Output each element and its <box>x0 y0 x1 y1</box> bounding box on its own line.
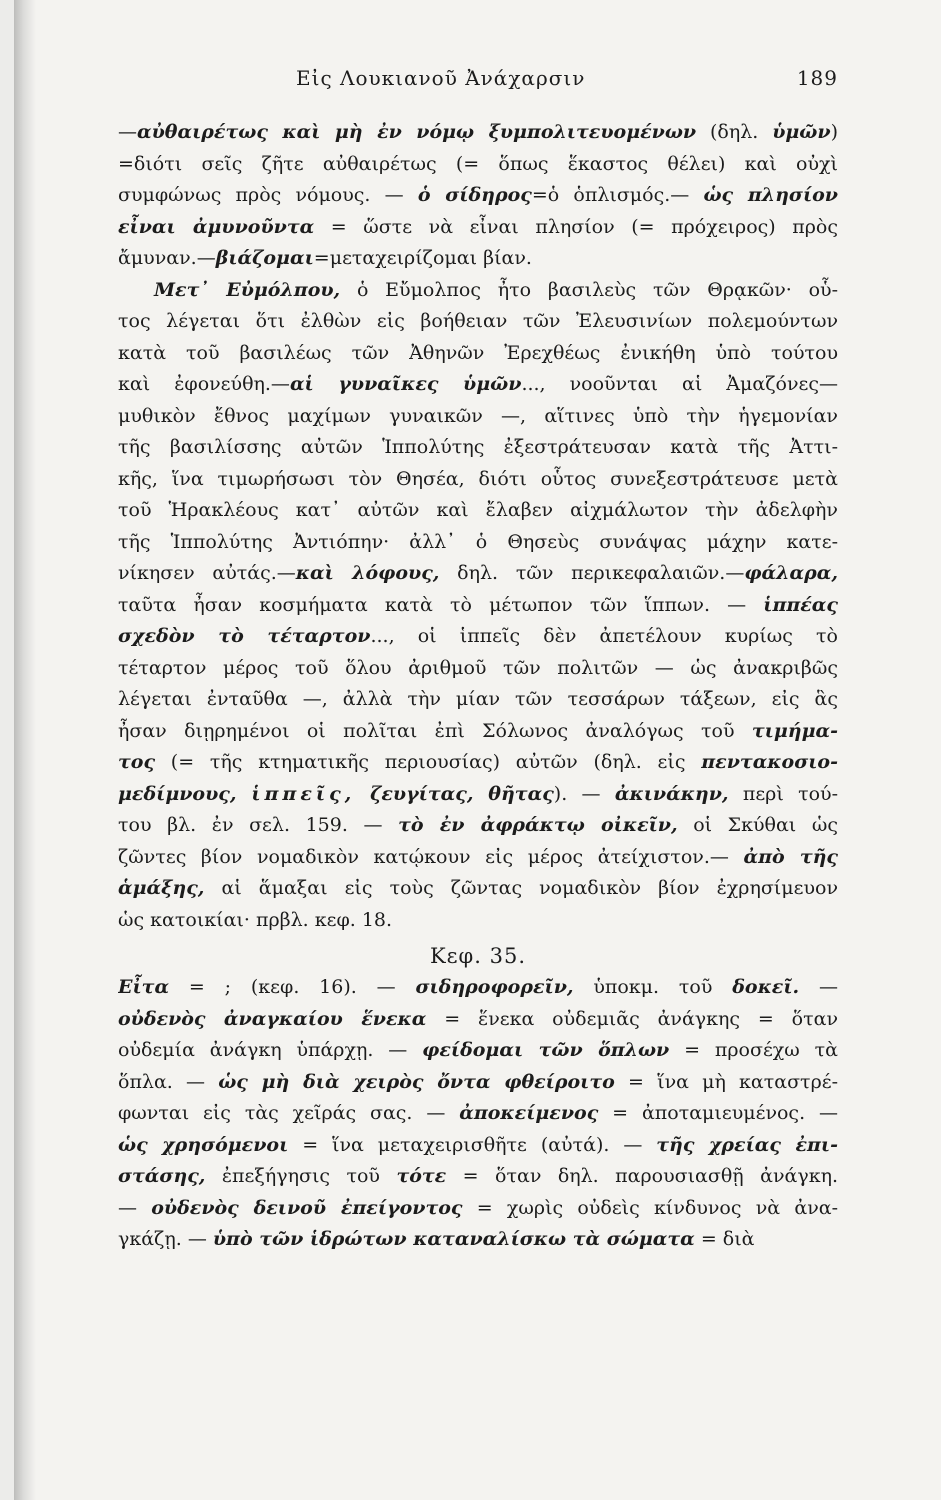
lemma-term: οὐδενὸς ἀναγκαίου ἕνεκα <box>118 1007 427 1030</box>
text-line <box>118 1004 838 1036</box>
lemma-term: Εἶτα <box>118 976 170 998</box>
gloss-text: γκάζῃ. — <box>118 1228 213 1250</box>
gloss-text: ζῶντες βίον νομαδικὸν κατῴκουν εἰς μέρος ἀτείχιστον.— <box>118 845 744 868</box>
text-line <box>118 117 838 149</box>
lemma-term: ὑμῶν <box>772 121 831 143</box>
lemma-term: ζευγίτας, θῆτας <box>355 782 554 805</box>
lemma-term: Μετ᾽ Εὐμόλπου, <box>154 278 341 301</box>
gloss-text: =μεταχειρίζομαι βίαν. <box>313 247 532 269</box>
lemma-term: ὁ σίδηρος <box>417 184 532 206</box>
text-line <box>118 716 838 748</box>
text-line <box>118 495 838 527</box>
gloss-text: ἄμυναν.— <box>118 247 216 269</box>
text-line <box>118 653 838 685</box>
gloss-text: καὶ ἐφονεύθη.— <box>118 373 290 395</box>
text-line <box>118 275 838 307</box>
gloss-text: αἱ ἅμαξαι εἰς τοὺς ζῶντας νομαδικὸν βίον ἐχρησίμευον <box>204 877 838 899</box>
text-line <box>118 621 838 653</box>
gloss-text: — <box>799 976 838 998</box>
text-line <box>118 1224 838 1256</box>
lemma-term: ἀπὸ τῆς <box>743 845 838 868</box>
book-page <box>14 0 941 1500</box>
gloss-text: ταῦτα ἦσαν κοσμήματα κατὰ τὸ μέτωπον τῶν ἵππων. — <box>118 593 764 616</box>
text-line <box>118 779 838 811</box>
gloss-text: = ἵνα μεταχειρισθῆτε (αὐτά). — <box>288 1133 657 1156</box>
gloss-text: φωνται εἰς τὰς χεῖράς σας. — <box>118 1102 460 1124</box>
gloss-text: ..., νοοῦνται αἱ Ἀμαζόνες— <box>521 373 838 395</box>
gloss-text: ὑποκμ. τοῦ <box>573 976 733 998</box>
lemma-term: ἁμάξης, <box>118 877 205 899</box>
lemma-term: πεντακοσιο- <box>701 751 838 773</box>
lemma-term: καὶ λόφους, <box>295 562 440 584</box>
text-line <box>118 1067 838 1099</box>
lemma-term: τος <box>118 751 156 773</box>
gloss-text: = χωρὶς οὐδεὶς κίνδυνος νὰ ἀνα- <box>462 1196 838 1219</box>
commentary-text <box>118 117 838 1256</box>
text-line <box>118 432 838 464</box>
lemma-term: ὡς χρησόμενοι <box>118 1133 289 1156</box>
lemma-term: εἶναι ἀμυνοῦντα <box>118 215 315 238</box>
gloss-text: (= τῆς κτηματικῆς περιουσίας) αὐτῶν (δηλ. εἰς <box>155 751 702 773</box>
chapter-heading <box>118 936 838 972</box>
gloss-text: δηλ. τῶν περικεφαλαιῶν.— <box>439 562 745 584</box>
gloss-text: ὡς κατοικίαι· πρβλ. κεφ. 18. <box>118 908 393 931</box>
text-line <box>118 338 838 370</box>
text-line <box>118 590 838 622</box>
gloss-text: οἱ Σκύθαι ὡς <box>677 814 838 836</box>
gloss-text: =διότι σεῖς ζῆτε αὐθαιρέτως (= ὅπως ἕκαστος θέλει) καὶ οὐχὶ <box>118 152 838 175</box>
gloss-text: τῆς βασιλίσσης αὐτῶν Ἱππολύτης ἐξεστράτευσαν κατὰ τῆς Ἀττι- <box>118 436 838 458</box>
gloss-text: = ; (κεφ. 16). — <box>169 976 416 998</box>
lemma-term: αὐθαιρέτως καὶ μὴ ἐν νόμῳ ξυμπολιτευομένων <box>137 121 697 143</box>
gloss-text: = ἀποταμιευμένος. — <box>598 1102 838 1124</box>
lemma-term: φείδομαι τῶν ὅπλων <box>422 1039 670 1061</box>
lemma-term: τὸ ἐν ἀφράκτῳ οἰκεῖν, <box>398 814 678 836</box>
text-line <box>118 1130 838 1162</box>
text-line <box>118 684 838 716</box>
binding-gutter-shadow <box>14 0 36 1500</box>
text-line <box>118 842 838 874</box>
text-line <box>118 810 838 842</box>
gloss-text: = διὰ <box>694 1228 755 1250</box>
text-line <box>118 369 838 401</box>
lemma-term: ὑπὸ τῶν ἱδρώτων καταναλίσκω τὰ σώματα <box>212 1228 695 1250</box>
text-line <box>118 1098 838 1130</box>
page-number: 189 <box>796 66 838 90</box>
lemma-term: σιδηροφορεῖν, <box>415 976 574 998</box>
text-line <box>118 873 838 905</box>
text-line <box>118 149 838 181</box>
gloss-text: ) <box>830 121 838 143</box>
lemma-term: ἀποκείμενος <box>459 1102 599 1124</box>
text-line <box>118 1035 838 1067</box>
gloss-text: ἦσαν διῃρημένοι οἱ πολῖται ἐπὶ Σόλωνος ἀναλόγως τοῦ <box>118 719 752 742</box>
lemma-term: τιμήμα- <box>751 719 838 742</box>
gloss-text: μυθικὸν ἔθνος μαχίμων γυναικῶν —, αἵτινες ὑπὸ τὴν ἡγεμονίαν <box>118 404 838 427</box>
running-head <box>118 62 838 96</box>
gloss-text: ..., οἱ ἱππεῖς δὲν ἀπετέλουν κυρίως τὸ <box>370 625 838 647</box>
gloss-text: ). — <box>553 782 615 805</box>
text-line <box>118 1193 838 1225</box>
text-line <box>118 212 838 244</box>
gloss-text: Κεφ. 35. <box>429 944 527 968</box>
gloss-text: = ἕνεκα οὐδεμιᾶς ἀνάγκης = ὅταν <box>426 1007 838 1030</box>
gloss-text: ἐπεξήγησις τοῦ <box>205 1165 397 1187</box>
gloss-text: του βλ. ἐν σελ. 159. — <box>118 814 399 836</box>
gloss-text: = ὥστε νὰ εἶναι πλησίον (= πρόχειρος) πρὸς <box>314 215 838 238</box>
text-line <box>118 180 838 212</box>
text-line <box>118 464 838 496</box>
gloss-text: ὅπλα. — <box>118 1070 219 1093</box>
gloss-text: συμφώνως πρὸς νόμους. — <box>118 184 418 206</box>
lemma-term: ἱππέας <box>763 593 838 616</box>
lemma-term: φάλαρα, <box>744 562 838 584</box>
lemma-term: στάσης, <box>118 1165 206 1187</box>
lemma-term: δοκεῖ. <box>732 976 800 998</box>
lemma-term: τῆς χρείας ἐπι- <box>656 1133 838 1156</box>
text-line <box>118 306 838 338</box>
lemma-term-spaced: ἱππεῖς, <box>251 782 356 805</box>
text-line <box>118 558 838 590</box>
gloss-text: = προσέχω τὰ <box>669 1039 838 1061</box>
gloss-text: τοῦ Ἡρακλέους κατ᾽ αὐτῶν καὶ ἔλαβεν αἰχμάλωτον τὴν ἀδελφὴν <box>118 499 838 521</box>
gloss-text: περὶ τού- <box>728 782 838 805</box>
gloss-text: = ἵνα μὴ καταστρέ- <box>614 1070 838 1093</box>
gloss-text: κῆς, ἵνα τιμωρήσωσι τὸν Θησέα, διότι οὗτος συνεξεστράτευσε μετὰ <box>118 467 838 490</box>
text-line <box>118 747 838 779</box>
gloss-text: τέταρτον μέρος τοῦ ὅλου ἀριθμοῦ τῶν πολιτῶν — ὡς ἀνακριβῶς <box>118 656 838 679</box>
lemma-term: οὐδενὸς δεινοῦ ἐπείγοντος <box>151 1196 463 1219</box>
gloss-text: οὐδεμία ἀνάγκη ὑπάρχῃ. — <box>118 1039 423 1061</box>
gloss-text: =ὁ ὁπλισμός.— <box>531 184 704 206</box>
text-line <box>118 1161 838 1193</box>
gloss-text: ὁ Εὔμολπος ἦτο βασιλεὺς τῶν Θρᾳκῶν· οὗ- <box>340 278 838 301</box>
text-line <box>118 905 838 937</box>
text-line <box>118 972 838 1004</box>
text-line <box>118 527 838 559</box>
lemma-term: αἱ γυναῖκες ὑμῶν <box>289 373 522 395</box>
gloss-text: νίκησεν αὐτάς.— <box>118 562 296 584</box>
gloss-text: κατὰ τοῦ βασιλέως τῶν Ἀθηνῶν Ἐρεχθέως ἐνικήθη ὑπὸ τούτου <box>118 341 838 364</box>
text-line <box>118 401 838 433</box>
gloss-text: — <box>118 1196 152 1219</box>
lemma-term: τότε <box>396 1165 447 1187</box>
lemma-term: ὡς μὴ διὰ χειρὸς ὄντα φθείροιτο <box>218 1070 615 1093</box>
gloss-text: λέγεται ἐνταῦθα —, ἀλλὰ τὴν μίαν τῶν τεσσάρων τάξεων, εἰς ἃς <box>118 688 838 710</box>
gloss-text: = ὅταν δηλ. παρουσιασθῇ ἀνάγκη. <box>446 1165 838 1187</box>
lemma-term: ὡς πλησίον <box>703 184 838 206</box>
running-title: Εἰς Λουκιανοῦ Ἀνάχαρσιν <box>296 66 586 90</box>
gloss-text: τος λέγεται ὅτι ἐλθὼν εἰς βοήθειαν τῶν Ἐλευσινίων πολεμούντων <box>118 310 838 332</box>
gloss-text: τῆς Ἱππολύτης Ἀντιόπην· ἀλλ᾽ ὁ Θησεὺς συνάψας μάχην κατε- <box>118 530 838 553</box>
lemma-term: βιάζομαι <box>215 247 314 269</box>
lemma-term: σχεδὸν τὸ τέταρτον <box>118 625 371 647</box>
gloss-text: (δηλ. <box>696 121 773 143</box>
text-line <box>118 243 838 275</box>
gloss-text: — <box>118 121 137 143</box>
lemma-term: μεδίμνους, <box>118 782 252 805</box>
lemma-term: ἀκινάκην, <box>614 782 729 805</box>
